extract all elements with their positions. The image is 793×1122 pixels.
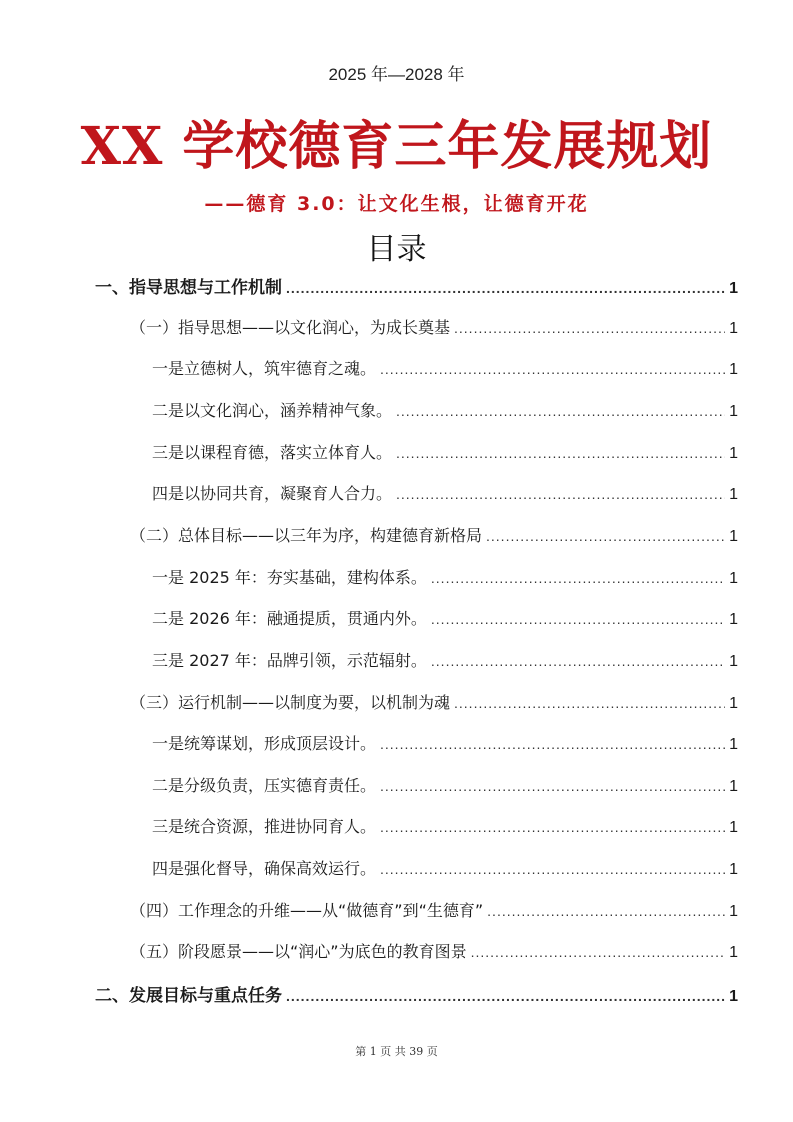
toc-entry-label: 三是 2027 年：品牌引领，示范辐射。 — [152, 651, 427, 670]
toc-leader-dots — [286, 988, 725, 1004]
toc-entry-label: 四是以协同共育，凝聚育人合力。 — [152, 484, 393, 503]
toc-entry[interactable] — [95, 981, 738, 1005]
toc-leader-dots — [286, 280, 725, 296]
toc-leader-dots — [486, 528, 725, 544]
toc-entry-label: （一）指导思想——以文化润心，为成长奠基 — [130, 318, 451, 337]
toc-leader-dots — [396, 403, 725, 419]
toc-entry[interactable] — [130, 523, 738, 547]
date-range: 2025 年—2028 年 — [328, 65, 465, 84]
toc-entry-label: 二是分级负责，压实德育责任。 — [152, 776, 377, 795]
toc-heading: 目录 — [366, 232, 427, 267]
toc-entry-label: 一、指导思想与工作机制 — [95, 278, 282, 298]
toc-entry-label: 二是 2026 年：融通提质，贯通内外。 — [152, 609, 427, 628]
toc-entry[interactable] — [152, 606, 738, 630]
toc-entry-page: 1 — [729, 320, 738, 337]
toc-entry-label: （三）运行机制——以制度为要，以机制为魂 — [130, 693, 451, 712]
toc-entry-page: 1 — [729, 445, 738, 462]
toc-entry[interactable] — [130, 315, 738, 339]
toc-entry-page: 1 — [729, 778, 738, 795]
toc-leader-dots — [380, 819, 725, 835]
toc-entry-page: 1 — [729, 819, 738, 836]
document-subtitle: ——德育 3.0：让文化生根，让德育开花 — [204, 193, 589, 215]
toc-entry-label: （四）工作理念的升维——从“做德育”到“生德育” — [130, 901, 484, 920]
toc-leader-dots — [471, 944, 726, 960]
toc-entry-page: 1 — [729, 611, 738, 628]
toc-leader-dots — [380, 778, 725, 794]
toc-entry-label: 一是立德树人，筑牢德育之魂。 — [152, 359, 377, 378]
toc-entry[interactable] — [152, 356, 738, 380]
document-title: XX 学校德育三年发展规划 — [80, 116, 713, 177]
toc-leader-dots — [454, 695, 725, 711]
toc-entry[interactable] — [152, 856, 738, 880]
toc-entry-page: 1 — [729, 570, 738, 587]
toc-entry[interactable] — [152, 440, 738, 464]
toc-entry-label: 二是以文化润心，涵养精神气象。 — [152, 401, 393, 420]
toc-entry-page: 1 — [729, 695, 738, 712]
toc-entry[interactable] — [130, 690, 738, 714]
toc-entry-page: 1 — [729, 486, 738, 503]
toc-entry-label: 一是统筹谋划，形成顶层设计。 — [152, 734, 377, 753]
toc-entry-page: 1 — [729, 653, 738, 670]
toc-leader-dots — [431, 570, 725, 586]
toc-leader-dots — [396, 445, 725, 461]
toc-entry-page: 1 — [729, 736, 738, 753]
toc-entry-page: 1 — [729, 861, 738, 878]
toc-entry-page: 1 — [729, 361, 738, 378]
toc-entry-page: 1 — [729, 988, 738, 1005]
toc-entry-label: 三是统合资源，推进协同育人。 — [152, 817, 377, 836]
toc-entry[interactable] — [152, 565, 738, 589]
toc-entry[interactable] — [130, 939, 738, 963]
toc-leader-dots — [487, 903, 725, 919]
toc-entry-page: 1 — [729, 528, 738, 545]
toc-entry-label: （二）总体目标——以三年为序，构建德育新格局 — [130, 526, 483, 545]
toc-leader-dots — [431, 611, 725, 627]
toc-leader-dots — [396, 486, 725, 502]
toc-entry[interactable] — [130, 898, 738, 922]
toc-entry-label: （五）阶段愿景——以“润心”为底色的教育图景 — [130, 942, 467, 961]
toc-entry[interactable] — [152, 731, 738, 755]
toc-entry[interactable] — [95, 273, 738, 297]
toc-entry-page: 1 — [729, 903, 738, 920]
toc-entry-page: 1 — [729, 403, 738, 420]
toc-leader-dots — [380, 736, 725, 752]
toc-entry-label: 二、发展目标与重点任务 — [95, 986, 282, 1006]
toc-entry[interactable] — [152, 773, 738, 797]
toc-entry-label: 三是以课程育德，落实立体育人。 — [152, 443, 393, 462]
toc-entry[interactable] — [152, 814, 738, 838]
toc-entry[interactable] — [152, 481, 738, 505]
toc-entry[interactable] — [152, 648, 738, 672]
toc-leader-dots — [380, 361, 725, 377]
toc-entry[interactable] — [152, 398, 738, 422]
toc-entry-label: 四是强化督导，确保高效运行。 — [152, 859, 377, 878]
toc-entry-page: 1 — [729, 944, 738, 961]
toc-leader-dots — [431, 653, 725, 669]
toc-leader-dots — [380, 861, 725, 877]
toc-entry-label: 一是 2025 年：夯实基础，建构体系。 — [152, 568, 427, 587]
toc-entry-page: 1 — [729, 280, 738, 297]
page-footer: 第 1 页 共 39 页 — [355, 1045, 438, 1058]
toc-leader-dots — [454, 320, 725, 336]
